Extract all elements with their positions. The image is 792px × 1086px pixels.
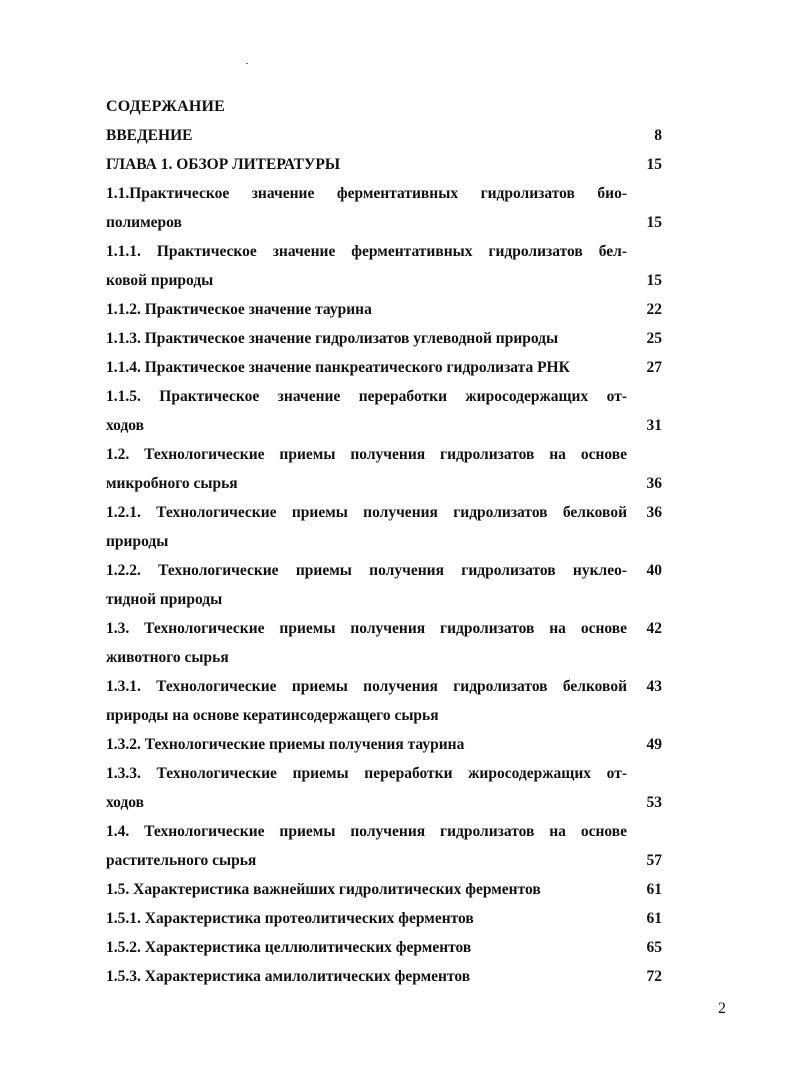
toc-entry xyxy=(106,933,661,962)
toc-entry xyxy=(106,846,661,875)
toc-entry-title: 1.3.1. Технологические приемы получения гидролизатов белковой xyxy=(106,678,627,695)
toc-entry xyxy=(106,730,661,759)
toc-entry-title: 1.1.2. Практическое значение таурина xyxy=(106,301,372,318)
toc-entry xyxy=(106,672,661,701)
toc-entry-title: ходов xyxy=(106,794,145,811)
toc-entry xyxy=(106,324,661,353)
toc-entry-title: 1.5.3. Характеристика амилолитических ферментов xyxy=(106,968,471,985)
toc-entry-page: 15 xyxy=(646,272,662,289)
toc-entry-page: 31 xyxy=(646,417,662,434)
toc-entry-title: 1.2.2. Технологические приемы получения гидролизатов нуклео- xyxy=(106,562,627,579)
toc-heading: СОДЕРЖАНИЕ xyxy=(106,98,226,115)
toc-entry-page: 27 xyxy=(646,359,662,376)
toc-entry-title: микробного сырья xyxy=(106,475,238,492)
toc-entry-page: 72 xyxy=(646,968,662,985)
toc-entry xyxy=(106,179,661,208)
toc-entry-title: природы на основе кератинсодержащего сырья xyxy=(106,707,439,724)
toc-entry-title: 1.2.1. Технологические приемы получения гидролизатов белковой xyxy=(106,504,627,521)
toc-entry xyxy=(106,585,661,614)
toc-entry xyxy=(106,962,661,991)
toc-entry-title: 1.5.2. Характеристика целлюлитических ферментов xyxy=(106,939,472,956)
toc-entry-title: 1.1.Практическое значение ферментативных гидролизатов био- xyxy=(106,185,627,202)
toc-entry-title: животного сырья xyxy=(106,649,229,666)
toc-entry-title: ВВЕДЕНИЕ xyxy=(106,127,193,144)
toc-entry-page: 57 xyxy=(646,852,662,869)
toc-entry-page: 42 xyxy=(646,620,662,637)
toc-entry xyxy=(106,556,661,585)
toc-entry-title: ходов xyxy=(106,417,145,434)
toc-entry-page: 49 xyxy=(646,736,662,753)
toc-entry-page: 36 xyxy=(646,475,662,492)
toc-entry-title: 1.1.3. Практическое значение гидролизатов углеводной природы xyxy=(106,330,559,347)
toc-entry xyxy=(106,701,661,730)
toc-entry-title: 1.1.5. Практическое значение переработки жиросодержащих от- xyxy=(106,388,627,405)
toc-entry-title: растительного сырья xyxy=(106,852,257,869)
toc-entry-page: 53 xyxy=(646,794,662,811)
toc-entry-page: 65 xyxy=(646,939,662,956)
toc-entry xyxy=(106,295,661,324)
toc-entry-page: 36 xyxy=(646,504,662,521)
toc-entry xyxy=(106,150,661,179)
toc-entry xyxy=(106,121,661,150)
toc-entry-title: 1.3. Технологические приемы получения гидролизатов на основе xyxy=(106,620,627,637)
toc-entry xyxy=(106,208,661,237)
toc-entry-title: полимеров xyxy=(106,214,182,231)
toc-entry-title: 1.1.1. Практическое значение ферментативных гидролизатов бел- xyxy=(106,243,627,260)
page-number: 2 xyxy=(718,1000,726,1017)
table-of-contents xyxy=(106,92,661,991)
toc-lines xyxy=(106,121,661,991)
toc-entry-page: 40 xyxy=(646,562,662,579)
toc-entry xyxy=(106,440,661,469)
toc-entry xyxy=(106,643,661,672)
toc-entry-title: 1.2. Технологические приемы получения гидролизатов на основе xyxy=(106,446,627,463)
toc-entry xyxy=(106,237,661,266)
toc-entry-title: 1.3.2. Технологические приемы получения таурина xyxy=(106,736,465,753)
toc-entry-page: 61 xyxy=(646,910,662,927)
toc-entry-title: 1.1.4. Практическое значение панкреатического гидролизата РНК xyxy=(106,359,570,376)
toc-entry xyxy=(106,614,661,643)
toc-entry xyxy=(106,382,661,411)
toc-entry-page: 43 xyxy=(646,678,662,695)
toc-entry-title: 1.4. Технологические приемы получения гидролизатов на основе xyxy=(106,823,627,840)
toc-entry-title: ГЛАВА 1. ОБЗОР ЛИТЕРАТУРЫ xyxy=(106,156,341,173)
toc-entry xyxy=(106,817,661,846)
toc-entry xyxy=(106,759,661,788)
toc-entry-title: 1.5. Характеристика важнейших гидролитических ферментов xyxy=(106,881,541,898)
toc-entry-title: 1.3.3. Технологические приемы переработки жиросодержащих от- xyxy=(106,765,627,782)
toc-entry-page: 8 xyxy=(654,127,662,144)
toc-entry xyxy=(106,788,661,817)
toc-entry-page: 61 xyxy=(646,881,662,898)
toc-entry-page: 15 xyxy=(646,156,662,173)
toc-entry-title: 1.5.1. Характеристика протеолитических ферментов xyxy=(106,910,474,927)
toc-entry xyxy=(106,469,661,498)
toc-entry-title: тидной природы xyxy=(106,591,223,608)
toc-entry-page: 22 xyxy=(646,301,662,318)
toc-entry-title: ковой природы xyxy=(106,272,214,289)
toc-entry xyxy=(106,266,661,295)
toc-entry-page: 25 xyxy=(646,330,662,347)
toc-entry xyxy=(106,353,661,382)
toc-entry xyxy=(106,527,661,556)
toc-entry xyxy=(106,411,661,440)
toc-entry-page: 15 xyxy=(646,214,662,231)
scan-speck xyxy=(246,63,248,64)
toc-entry xyxy=(106,875,661,904)
toc-entry xyxy=(106,498,661,527)
toc-entry-title: природы xyxy=(106,533,169,550)
toc-entry xyxy=(106,904,661,933)
